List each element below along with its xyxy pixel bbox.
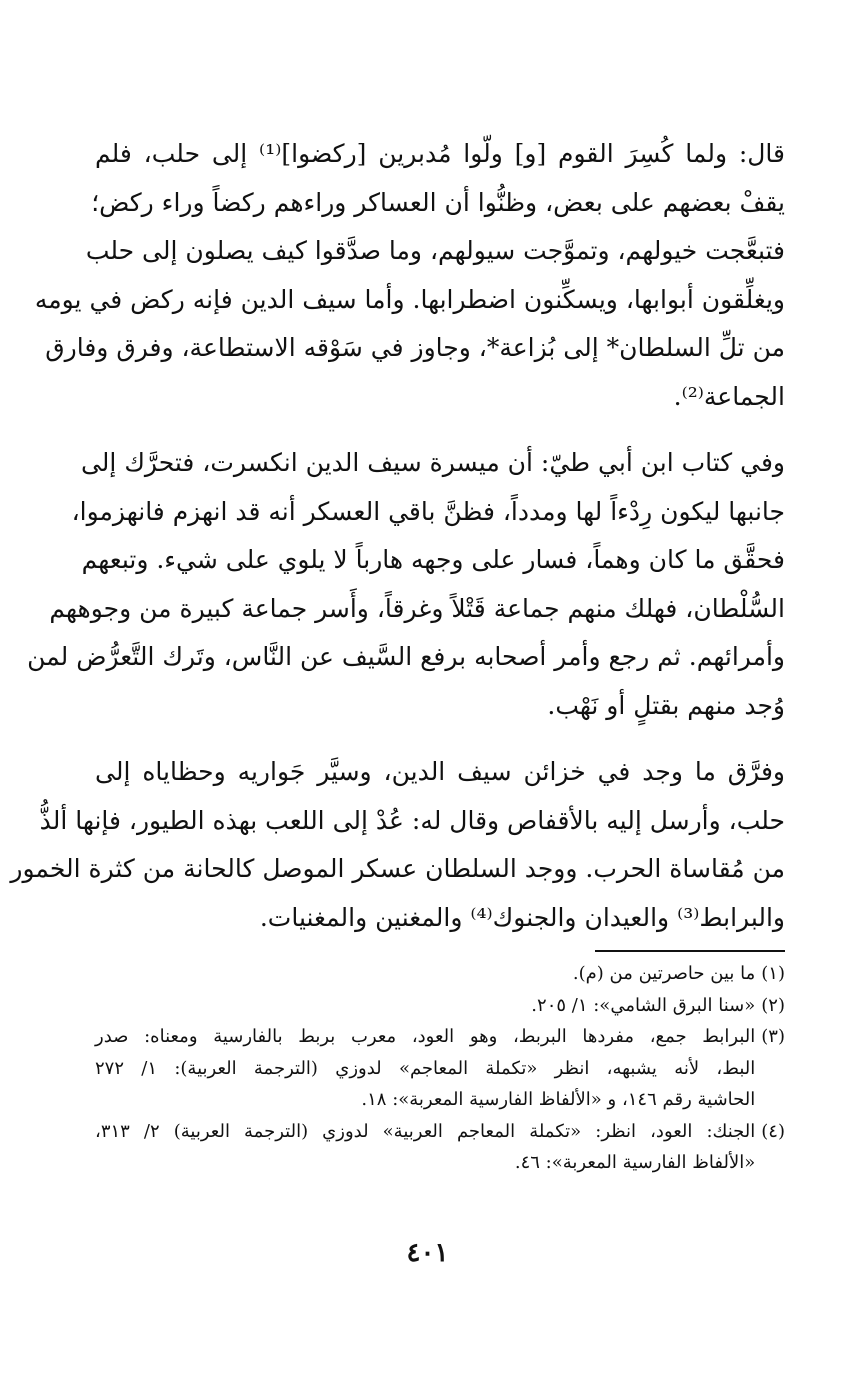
footnote-line: الحاشية رقم ١٤٦، و «الألفاظ الفارسية المعربة»: ١٨.: [361, 1089, 756, 1110]
footnote-1: [95, 958, 785, 990]
footnote-2: [95, 990, 785, 1022]
text-line: حلب، وأرسل إليه بالأقفاص وقال له: عُدْ إلى اللعب بهذه الطيور، فإنها ألذُّ: [39, 805, 785, 835]
text-line: من تلِّ السلطان* إلى بُزاعة*، وجاوز في سَوْقه الاستطاعة، وفرق وفارق: [45, 333, 785, 362]
text-line: يقفْ بعضهم على بعض، وظنُّوا أن العساكر وراءهم ركضاً وراء ركض؛: [91, 187, 785, 217]
main-text: [10, 130, 785, 942]
text-line: الجماعة⁽²⁾.: [673, 381, 785, 411]
footnote-4: [95, 1116, 785, 1179]
text-line: السُّلْطان، فهلك منهم جماعة قَتْلاً وغرقاً، وأَسر جماعة كبيرة من وجوههم: [49, 593, 785, 623]
text-line: فحقَّق ما كان وهماً، فسار على وجهه هارباً لا يلوي على شيء. وتبعهم: [81, 545, 785, 574]
footnote-line: البط، لأنه يشبهه، انظر «تكملة المعاجم» لدوزي (الترجمة العربية): ١/ ٢٧٢: [95, 1057, 756, 1079]
text-line: والبرابط⁽³⁾ والعيدان والجنوك⁽⁴⁾ والمغنين والمغنيات.: [259, 902, 785, 932]
text-line: وأمرائهم. ثم رجع وأمر أصحابه برفع السَّيف عن النَّاس، وتَرك التَّعرُّض لمن: [27, 642, 785, 671]
footnotes: [95, 958, 785, 1179]
text-line: من مُقاساة الحرب. ووجد السلطان عسكر الموصل كالحانة من كثرة الخمور: [10, 854, 785, 883]
footnote-text: [95, 1021, 755, 1116]
footnote-number: (١): [761, 963, 785, 984]
footnote-number: (٣): [761, 1026, 785, 1047]
footnote-line: «سنا البرق الشامي»: ١/ ٢٠٥.: [531, 994, 756, 1016]
footnote-line: الجنك: العود، انظر: «تكملة المعاجم العربية» لدوزي (الترجمة العربية) ٢/ ٣١٣،: [95, 1120, 756, 1142]
text-line: وُجد منهم بقتلٍ أو نَهْب.: [547, 690, 785, 720]
text-line: وفرَّق ما وجد في خزائن سيف الدين، وسيَّر جَواريه وحظاياه إلى: [95, 757, 785, 786]
footnote-number: (٢): [761, 994, 785, 1016]
text-line: وفي كتاب ابن أبي طيّ: أن ميسرة سيف الدين انكسرت، فتحرَّك إلى: [80, 448, 785, 477]
text-line: فتبعَّجت خيولهم، وتموَّجت سيولهم، وما صدَّقوا كيف يصلون إلى حلب: [85, 236, 785, 265]
paragraph-1: [34, 130, 785, 421]
footnote-line: «الألفاظ الفارسية المعربة»: ٤٦.: [514, 1152, 756, 1173]
footnote-text: [95, 958, 755, 990]
footnote-3: [95, 1021, 785, 1116]
text-line: جانبها ليكون رِدْءاً لها ومدداً، فظنَّ باقي العسكر أنه قد انهزم فانهزموا،: [71, 496, 785, 526]
footnote-divider: [595, 950, 785, 952]
text-line: قال: ولما كُسِرَ القوم [و] ولّوا مُدبرين [ركضوا]⁽¹⁾ إلى حلب، فلم: [95, 139, 785, 168]
footnote-line: ما بين حاصرتين من (م).: [572, 963, 756, 984]
footnote-text: [95, 1116, 755, 1179]
footnote-text: [95, 990, 755, 1022]
paragraph-2: [27, 439, 785, 730]
paragraph-3: [10, 748, 785, 942]
page-number: ٤٠١: [406, 1238, 449, 1268]
footnote-line: البرابط جمع، مفردها البربط، وهو العود، معرب بربط بالفارسية ومعناه: صدر: [95, 1026, 756, 1047]
footnote-number: (٤): [761, 1120, 785, 1142]
text-line: ويغلِّقون أبوابها، ويسكِّنون اضطرابها. وأما سيف الدين فإنه ركض في يومه: [34, 284, 785, 314]
